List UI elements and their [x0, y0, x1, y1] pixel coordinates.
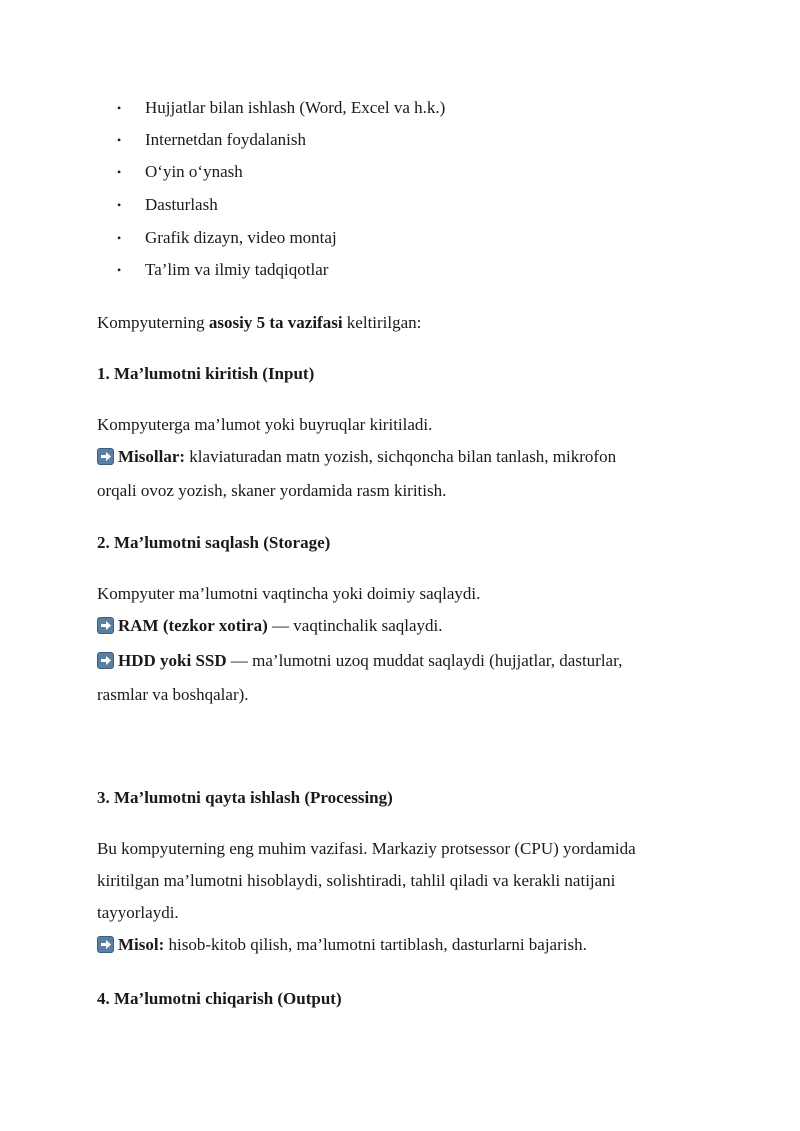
bullet-marker: • — [117, 263, 122, 277]
intro-text: Kompyuterning — [97, 313, 209, 332]
ram-text: — vaqtinchalik saqlaydi. — [267, 616, 443, 635]
bullet-marker: • — [117, 165, 122, 179]
right-arrow-icon — [97, 652, 114, 669]
intro-text-end: keltirilgan: — [342, 313, 422, 332]
right-arrow-icon — [97, 448, 114, 465]
intro-paragraph — [97, 312, 421, 334]
list-item: Ta’lim va ilmiy tadqiqotlar — [145, 260, 329, 279]
hdd-line-cont: rasmlar va boshqalar). — [97, 685, 249, 704]
section-heading-output: 4. Ma’lumotni chiqarish (Output) — [97, 989, 342, 1008]
section-heading-storage: 2. Ma’lumotni saqlash (Storage) — [97, 533, 331, 552]
section-heading-input: 1. Ma’lumotni kiritish (Input) — [97, 364, 315, 383]
intro-bold: asosiy 5 ta vazifasi — [208, 313, 343, 332]
list-item: Hujjatlar bilan ishlash (Word, Excel va h.k.) — [145, 98, 446, 117]
list-item: Dasturlash — [145, 195, 218, 214]
example-text: klaviaturadan matn yozish, sichqoncha bilan tanlash, mikrofon — [185, 447, 617, 466]
example-label: Misol: — [118, 935, 165, 954]
section-text: tayyorlaydi. — [97, 903, 179, 922]
bullet-marker: • — [117, 231, 122, 245]
example-line — [97, 446, 616, 468]
section-heading-processing: 3. Ma’lumotni qayta ishlash (Processing) — [97, 788, 393, 807]
bullet-marker: • — [117, 198, 122, 212]
bullet-marker: • — [117, 133, 122, 147]
section-text: kiritilgan ma’lumotni hisoblaydi, solishtiradi, tahlil qiladi va kerakli natijani — [97, 871, 616, 890]
section-text: Kompyuterga ma’lumot yoki buyruqlar kiritiladi. — [97, 415, 433, 434]
list-item: Grafik dizayn, video montaj — [145, 228, 337, 247]
right-arrow-icon — [97, 936, 114, 953]
section-text: Kompyuter ma’lumotni vaqtincha yoki doimiy saqlaydi. — [97, 584, 481, 603]
example-line — [97, 934, 587, 956]
ram-label: RAM (tezkor xotira) — [118, 616, 268, 635]
hdd-label: HDD yoki SSD — [118, 651, 227, 670]
hdd-text: — ma’lumotni uzoq muddat saqlaydi (hujjatlar, dasturlar, — [226, 651, 623, 670]
example-line-cont: orqali ovoz yozish, skaner yordamida rasm kiritish. — [97, 481, 447, 500]
right-arrow-icon — [97, 617, 114, 634]
example-text: hisob-kitob qilish, ma’lumotni tartiblash, dasturlarni bajarish. — [164, 935, 587, 954]
section-text: Bu kompyuterning eng muhim vazifasi. Markaziy protsessor (CPU) yordamida — [97, 839, 636, 858]
list-item: Internetdan foydalanish — [145, 130, 306, 149]
ram-line — [97, 615, 442, 637]
list-item: O‘yin o‘ynash — [145, 162, 243, 181]
bullet-marker: • — [117, 101, 122, 115]
example-label: Misollar: — [118, 447, 186, 466]
hdd-line — [97, 650, 622, 672]
